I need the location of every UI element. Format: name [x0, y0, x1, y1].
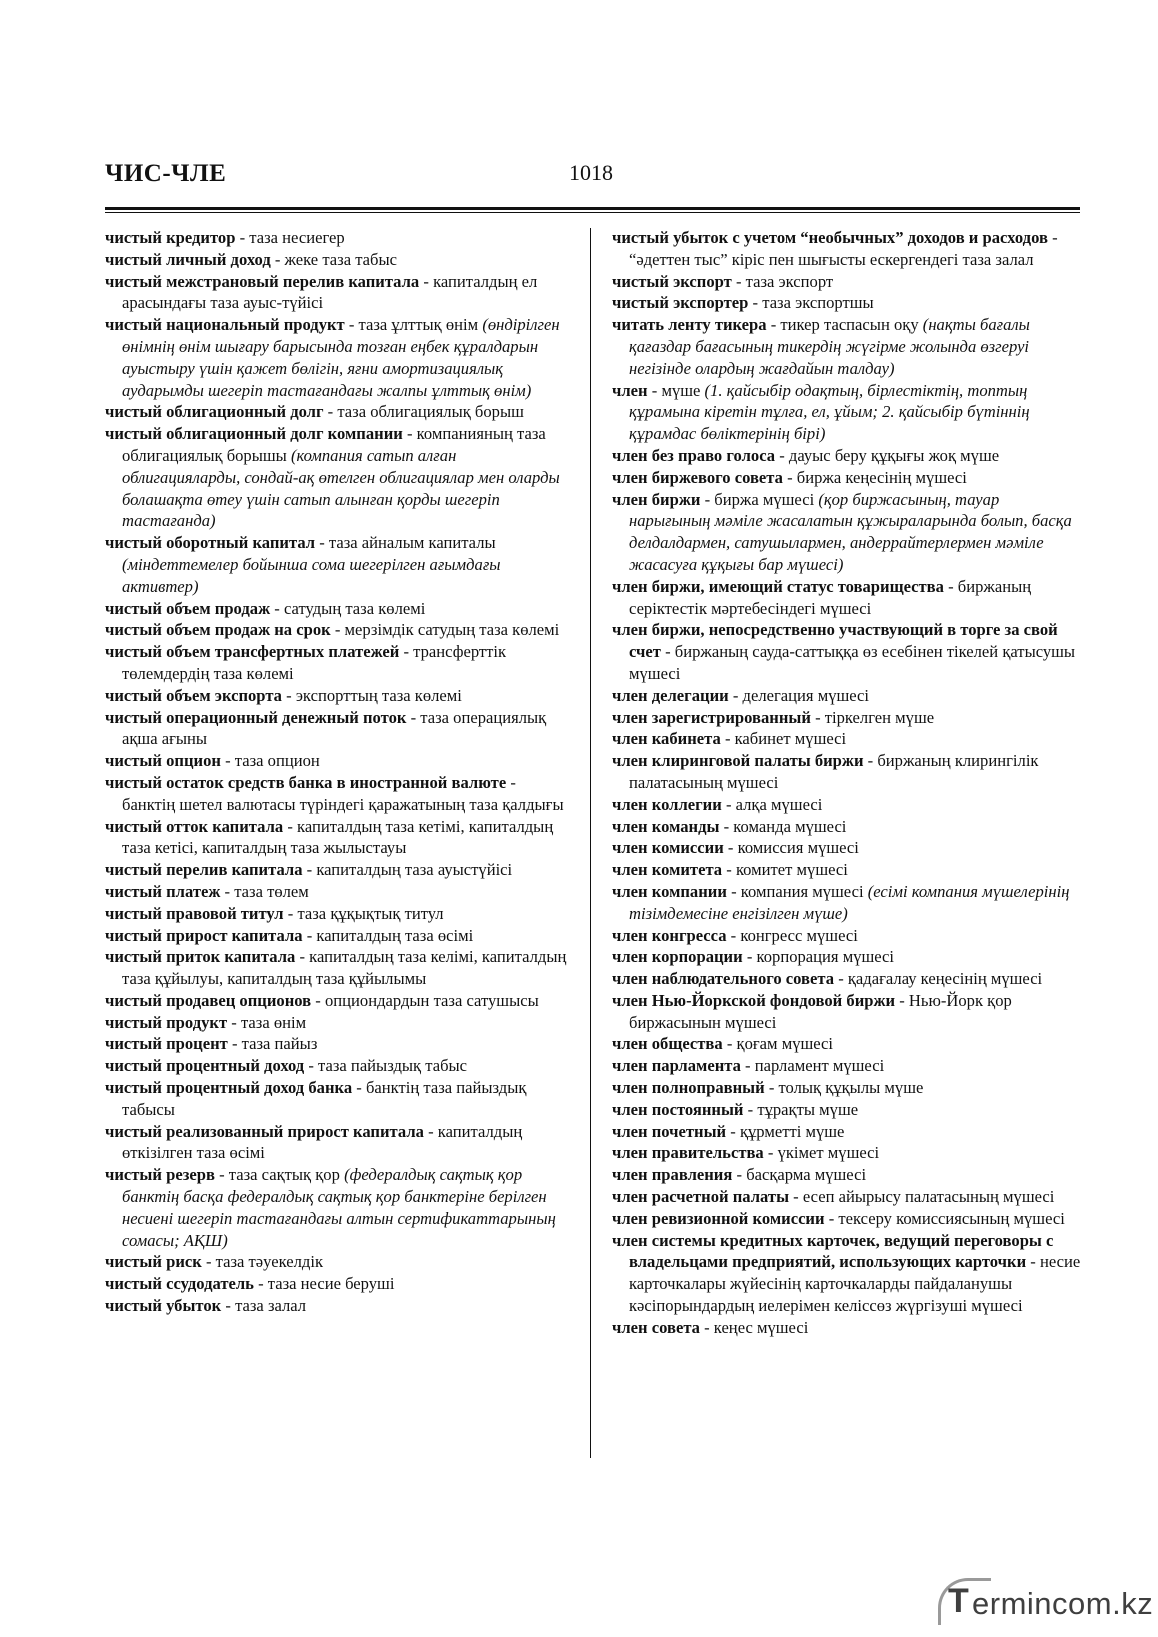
entry-translation: кеңес мүшесі — [713, 1317, 809, 1337]
entry-separator: - — [722, 860, 736, 880]
entry-term: член комитета — [612, 860, 723, 880]
entry-separator: - — [740, 1056, 755, 1076]
entry-term: член компании — [612, 881, 727, 901]
entry-translation: несие карточкалары жүйесінің карточкаларды пайдаланушы кәсіпорындардың иелерімен келіссөз жүргізуші мүшесі — [629, 1252, 1081, 1316]
dictionary-entry — [105, 1012, 571, 1034]
entry-separator: - — [304, 1056, 319, 1076]
dictionary-entry — [612, 445, 1082, 467]
dictionary-entry — [612, 1230, 1082, 1317]
entry-note: (есімі компания мүшелерінің тізімдемесіне енгізілген мүше) — [629, 881, 1070, 923]
entry-separator: - — [419, 271, 434, 291]
entry-term: чистый убыток — [105, 1296, 222, 1316]
entry-separator: - — [720, 729, 735, 749]
dictionary-entry — [105, 1033, 571, 1055]
entry-term: чистый опцион — [105, 751, 221, 771]
entry-term: чистый прирост капитала — [105, 925, 303, 945]
entry-translation: комиссия мүшесі — [737, 838, 859, 858]
entry-translation: биржа кеңесінің мүшесі — [796, 467, 967, 487]
entry-separator: - — [721, 794, 736, 814]
dictionary-entry — [612, 990, 1082, 1034]
dictionary-entry — [612, 816, 1082, 838]
entry-note: (федералдық сақтық қор банктің басқа федералдық сақтық қор банктеріне берілген несиені шегеріп тастағандағы алтын сертификаттарының сомасы; АҚШ) — [122, 1165, 556, 1250]
entry-translation: трансферттік төлемдердің таза көлемі — [122, 642, 507, 683]
entry-translation: таза төлем — [234, 881, 309, 901]
entry-term: член коллегии — [612, 794, 722, 814]
dictionary-entry — [105, 271, 571, 315]
entry-term: чистый межстрановый перелив капитала — [105, 271, 420, 291]
entry-translation: сатудың таза көлемі — [283, 598, 426, 618]
entry-separator: - — [699, 1317, 714, 1337]
entry-note: (қор биржасының, тауар нарығының мәміле жасалатын құжыраларында болып, басқа делдалдармен, сатушылармен, андеррайтерлермен мәміле жасасуға құқығы бар мүшесі) — [629, 489, 1072, 574]
entry-term: чистый продавец опционов — [105, 990, 312, 1010]
entry-translation: жеке таза табыс — [284, 249, 397, 269]
dictionary-entry — [612, 619, 1082, 684]
entry-separator: - — [1047, 228, 1058, 247]
entry-term: чистый перелив капитала — [105, 860, 303, 880]
entry-separator: - — [748, 293, 763, 313]
dictionary-entry — [612, 685, 1082, 707]
entry-separator: - — [834, 969, 848, 989]
entry-term: чистый платеж — [105, 881, 221, 901]
entry-term: член конгресса — [612, 925, 727, 945]
entry-term: член расчетной палаты — [612, 1187, 790, 1207]
dictionary-entry — [612, 1164, 1082, 1186]
entry-term: чистый экспорт — [612, 271, 732, 291]
header-rule-thick — [105, 207, 1080, 210]
column-divider — [590, 228, 591, 1458]
entry-term: член правительства — [612, 1143, 764, 1163]
entry-note: (өндірілген өнімнің өнім шығару барысында тозған еңбек құралдарын ауыстыру үшін қажет бөлігін, яғни амортизациялық аударымды шегеріп тастағандағы жалпы ұлттық өнім) — [122, 315, 560, 400]
entry-translation: корпорация мүшесі — [756, 947, 895, 967]
entry-term: член без право голоса — [612, 445, 776, 465]
entry-separator: - — [283, 903, 298, 923]
entry-separator: - — [227, 1012, 241, 1032]
entry-term: чистый приток капитала — [105, 947, 296, 967]
dictionary-entry — [105, 881, 571, 903]
entry-translation: тексеру комиссиясының мүшесі — [838, 1208, 1065, 1228]
entry-separator: - — [220, 751, 235, 771]
dictionary-entry — [105, 532, 571, 597]
entry-translation: биржаның сауда-саттыққа өз есебінен тікелей қатысушы мүшесі — [629, 642, 1076, 683]
dictionary-entry — [612, 467, 1082, 489]
entry-term: чистый процентный доход — [105, 1056, 305, 1076]
entry-term: чистый остаток средств банка в иностранной валюте — [105, 772, 507, 792]
entry-term: член биржи — [612, 489, 701, 509]
entry-term: член делегации — [612, 685, 729, 705]
entry-separator: - — [399, 642, 414, 662]
entry-note: (компания сатып алған облигацияларды, сондай-ақ өтелген облигациялар мен оларды болашақта өтеу үшін сатып алынған қорды шегеріп тастағанда) — [122, 445, 560, 531]
dictionary-entry — [105, 227, 571, 249]
dictionary-entry — [105, 1295, 571, 1317]
dictionary-entry — [612, 794, 1082, 816]
entry-translation: банктің шетел валютасы түріндегі қаражатының таза қалдығы — [122, 794, 564, 814]
dictionary-entry — [612, 489, 1082, 576]
entry-term: член наблюдательного совета — [612, 969, 835, 989]
dictionary-entry — [105, 750, 571, 772]
dictionary-entry — [105, 925, 571, 947]
dictionary-entry — [612, 271, 1082, 293]
entry-translation: таза өнім — [240, 1012, 307, 1032]
termincom-logo: T ermincom.kz — [948, 1582, 1148, 1622]
entry-translation: кабинет мүшесі — [734, 729, 847, 749]
entry-translation: мүше — [661, 380, 701, 400]
entry-note: (нақты бағалы қағаздар бағасының тикердің жүгірме жолында өзгеруі негізінде олардың жағдайын талдау) — [629, 315, 1030, 378]
entry-translation: таза несиегер — [249, 228, 345, 247]
entry-separator: - — [895, 990, 909, 1010]
entry-note: (1. қайсыбір одақтың, бірлестіктің, топтың құрамына кіретін тұлға, ел, ұйым; 2. қайсыбір бүтіннің құрамдас бөліктерінің бірі) — [629, 380, 1030, 444]
dictionary-entry — [105, 641, 571, 685]
entry-translation: таза айналым капиталы — [328, 533, 496, 553]
entry-term: член кабинета — [612, 729, 721, 749]
dictionary-entry — [612, 707, 1082, 729]
entry-separator: - — [782, 467, 797, 487]
entry-separator: - — [315, 533, 329, 553]
entry-term: член полноправный — [612, 1078, 765, 1098]
entry-translation: Нью-Йорк қор биржасынын мүшесі — [629, 990, 1012, 1032]
dictionary-entry — [612, 1077, 1082, 1099]
entry-translation: биржаның серіктестік мәртебесіндегі мүшесі — [629, 576, 1032, 618]
entry-separator: - — [270, 598, 284, 618]
entry-term: член совета — [612, 1317, 700, 1337]
header-rule-thin — [105, 212, 1080, 213]
dictionary-entry — [105, 1273, 571, 1295]
entry-separator: - — [330, 620, 345, 640]
entry-translation: басқарма мүшесі — [746, 1165, 867, 1185]
entry-separator: - — [311, 990, 325, 1010]
dictionary-entry — [612, 380, 1082, 445]
entry-separator: - — [766, 315, 781, 335]
entry-term: чистый объем продаж — [105, 598, 271, 618]
entry-translation: капиталдың таза ауыстүйісі — [316, 860, 513, 880]
entry-translation: таза экспорт — [745, 271, 834, 291]
entry-term: член зарегистрированный — [612, 707, 811, 727]
entry-term: чистый реализованный прирост капитала — [105, 1121, 424, 1141]
entry-translation: парламент мүшесі — [754, 1056, 885, 1076]
entry-separator: - — [235, 228, 250, 247]
page-header — [105, 160, 1080, 196]
entry-separator: - — [742, 947, 757, 967]
entry-translation: биржаның клирингілік палатасының мүшесі — [629, 751, 1039, 792]
entry-term: член системы кредитных карточек, ведущий переговоры с владельцами предприятий, использующих карточки — [612, 1230, 1054, 1272]
entry-translation: толық құқылы мүше — [778, 1078, 924, 1098]
entry-translation: компания мүшесі — [740, 881, 864, 901]
entry-term: член — [612, 380, 648, 400]
dictionary-entry — [612, 1099, 1082, 1121]
entry-term: член биржи, непосредственно участвующий в торге за свой счет — [612, 620, 1058, 662]
entry-translation: опциондардын таза сатушысы — [324, 990, 539, 1010]
entry-term: чистый экспортер — [612, 293, 749, 313]
entry-term: член постоянный — [612, 1099, 744, 1119]
entry-separator: - — [281, 685, 296, 705]
entry-translation: есеп айырысу палатасының мүшесі — [802, 1187, 1055, 1207]
entry-separator: - — [402, 424, 417, 444]
entry-translation: таза құқықтық титул — [297, 903, 444, 923]
dictionary-entry — [105, 1055, 571, 1077]
entry-term: чистый отток капитала — [105, 816, 284, 836]
entry-term: член Нью-Йоркской фондовой биржи — [612, 990, 896, 1010]
entry-term: член корпорации — [612, 947, 743, 967]
dictionary-entry — [105, 816, 571, 860]
entry-separator: - — [302, 860, 317, 880]
dictionary-entry — [612, 1186, 1082, 1208]
dictionary-entry — [612, 728, 1082, 750]
entry-term: член комиссии — [612, 838, 724, 858]
entry-translation: капиталдың таза өсімі — [316, 925, 474, 945]
dictionary-entry — [612, 576, 1082, 620]
entry-term: чистый объем экспорта — [105, 685, 282, 705]
entry-term: член почетный — [612, 1121, 727, 1141]
dictionary-entry — [612, 946, 1082, 968]
entry-translation: таза опцион — [234, 751, 320, 771]
entry-term: чистый правовой титул — [105, 903, 284, 923]
entry-separator: - — [764, 1078, 779, 1098]
entry-term: член клиринговой палаты биржи — [612, 751, 864, 771]
entry-translation: таза пайыздық табыс — [318, 1056, 468, 1076]
dictionary-entry — [612, 1121, 1082, 1143]
entry-term: чистый ссудодатель — [105, 1274, 254, 1294]
dictionary-entry — [105, 1077, 571, 1121]
entry-separator: - — [775, 445, 789, 465]
dictionary-entry — [612, 1208, 1082, 1230]
entry-translation: биржа мүшесі — [714, 489, 815, 509]
dictionary-entry — [105, 598, 571, 620]
entry-separator: - — [726, 1121, 740, 1141]
entry-translation: таза тәуекелдік — [215, 1252, 324, 1272]
entry-separator: - — [789, 1187, 803, 1207]
entry-translation: қоғам мүшесі — [736, 1034, 834, 1054]
entry-term: член правления — [612, 1165, 733, 1185]
entry-separator: - — [863, 751, 878, 771]
entry-separator: - — [943, 576, 958, 596]
entry-term: чистый облигационный долг компании — [105, 424, 403, 444]
dictionary-entry — [105, 423, 571, 532]
entry-translation: таза облигациялық борыш — [337, 402, 524, 422]
entry-separator: - — [700, 489, 715, 509]
entry-separator: - — [731, 271, 746, 291]
entry-separator: - — [722, 1034, 737, 1054]
entry-translation: тұрақты мүше — [757, 1099, 859, 1119]
entry-translation: таза ұлттық өнім — [358, 315, 479, 335]
dictionary-entry — [105, 685, 571, 707]
dictionary-entry — [105, 1121, 571, 1165]
entry-term: чистый операционный денежный поток — [105, 707, 407, 727]
dictionary-entry — [612, 1033, 1082, 1055]
dictionary-entry — [105, 401, 571, 423]
entry-term: чистый процентный доход банка — [105, 1078, 353, 1098]
dictionary-entry — [612, 1055, 1082, 1077]
entry-separator: - — [283, 816, 298, 836]
entry-term: чистый национальный продукт — [105, 315, 345, 335]
entry-term: чистый резерв — [105, 1165, 215, 1185]
entry-separator: - — [726, 925, 741, 945]
dictionary-entry — [105, 859, 571, 881]
entry-term: чистый продукт — [105, 1012, 228, 1032]
entry-translation: капиталдың таза келімі, капиталдың таза құйылуы, капиталдың таза құйылымы — [122, 947, 567, 989]
left-column — [105, 227, 571, 1317]
entry-translation: капиталдың ел арасындағы таза ауыс-түйісі — [122, 271, 538, 313]
entry-translation: капиталдың өткізілген таза өсімі — [122, 1121, 523, 1163]
dictionary-entry — [612, 881, 1082, 925]
entry-translation: комитет мүшесі — [735, 860, 848, 880]
entry-separator: - — [723, 838, 738, 858]
entry-term: читать ленту тикера — [612, 315, 767, 335]
dictionary-entry — [105, 314, 571, 401]
entry-term: чистый облигационный долг — [105, 402, 324, 422]
entry-term: чистый убыток с учетом “необычных” доходов и расходов — [612, 228, 1048, 247]
entry-separator: - — [1026, 1252, 1040, 1272]
entry-term: член биржи, имеющий статус товарищества — [612, 576, 944, 596]
entry-separator: - — [719, 816, 734, 836]
dictionary-entry — [612, 859, 1082, 881]
entry-translation: команда мүшесі — [733, 816, 847, 836]
entry-separator: - — [660, 642, 675, 662]
page-number: 1018 — [569, 160, 613, 185]
entry-separator: - — [732, 1165, 747, 1185]
entry-term: чистый объем продаж на срок — [105, 620, 331, 640]
entry-translation: конгресс мүшесі — [740, 925, 858, 945]
entry-term: чистый личный доход — [105, 249, 271, 269]
entry-term: член ревизионной комиссии — [612, 1208, 825, 1228]
entry-translation: экспорттың таза көлемі — [295, 685, 462, 705]
entry-translation: таза залал — [235, 1296, 307, 1316]
entry-term: член биржевого совета — [612, 467, 783, 487]
entry-translation: таза сақтық қор — [228, 1165, 340, 1185]
entry-translation: “әдеттен тыс” кіріс пен шығысты ескергендегі таза залал — [629, 249, 1034, 269]
entry-separator: - — [227, 1034, 242, 1054]
right-column — [612, 227, 1082, 1339]
entry-term: чистый риск — [105, 1252, 202, 1272]
entry-separator: - — [423, 1121, 438, 1141]
entry-translation: компанияның таза облигациялық борышы — [122, 424, 546, 465]
dictionary-entry — [105, 990, 571, 1012]
entry-separator: - — [221, 1296, 236, 1316]
dictionary-entry — [612, 292, 1082, 314]
dictionary-entry — [612, 1142, 1082, 1164]
dictionary-entry — [105, 903, 571, 925]
entry-translation: алқа мүшесі — [735, 794, 823, 814]
dictionary-entry — [105, 946, 571, 990]
dictionary-entry — [105, 249, 571, 271]
entry-separator: - — [726, 881, 741, 901]
entry-range-title: ЧИС-ЧЛЕ — [105, 160, 227, 187]
entry-separator: - — [763, 1143, 778, 1163]
entry-translation: құрметті мүше — [739, 1121, 845, 1141]
dictionary-entry — [612, 925, 1082, 947]
entry-translation: тіркелген мүше — [824, 707, 935, 727]
entry-separator: - — [824, 1208, 839, 1228]
entry-separator: - — [743, 1099, 758, 1119]
entry-translation: дауыс беру құқығы жоқ мүше — [788, 445, 1000, 465]
dictionary-entry — [612, 1317, 1082, 1339]
entry-separator: - — [201, 1252, 216, 1272]
entry-translation: қадағалау кеңесінің мүшесі — [847, 969, 1043, 989]
entry-separator: - — [647, 380, 662, 400]
entry-separator: - — [270, 249, 285, 269]
entry-term: чистый кредитор — [105, 228, 236, 247]
entry-separator: - — [406, 707, 421, 727]
entry-separator: - — [323, 402, 338, 422]
entry-term: чистый процент — [105, 1034, 228, 1054]
dictionary-entry — [105, 707, 571, 751]
entry-term: чистый объем трансфертных платежей — [105, 642, 400, 662]
entry-separator: - — [253, 1274, 268, 1294]
entry-translation: таза несие беруші — [267, 1274, 395, 1294]
dictionary-entry — [612, 314, 1082, 379]
entry-separator: - — [302, 925, 317, 945]
dictionary-entry — [105, 1164, 571, 1251]
entry-separator: - — [220, 881, 235, 901]
entry-separator: - — [810, 707, 825, 727]
entry-note: (міндеттемелер бойынша сома шегерілген ағымдағы активтер) — [122, 554, 501, 596]
entry-separator: - — [728, 685, 743, 705]
entry-translation: таза пайыз — [241, 1034, 318, 1054]
dictionary-entry — [612, 227, 1082, 271]
entry-translation: таза экспортшы — [762, 293, 874, 313]
entry-translation: тикер таспасын оқу — [780, 315, 919, 335]
dictionary-entry — [105, 1251, 571, 1273]
entry-separator: - — [344, 315, 359, 335]
entry-term: чистый оборотный капитал — [105, 533, 316, 553]
entry-translation: мерзімдік сатудың таза көлемі — [344, 620, 560, 640]
entry-term: член общества — [612, 1034, 723, 1054]
entry-translation: таза операциялық ақша ағыны — [122, 707, 547, 749]
entry-separator: - — [295, 947, 310, 967]
entry-translation: үкімет мүшесі — [777, 1143, 880, 1163]
dictionary-entry — [612, 837, 1082, 859]
entry-separator: - — [214, 1165, 229, 1185]
dictionary-entry — [105, 772, 571, 816]
dictionary-entry — [612, 750, 1082, 794]
entry-separator: - — [352, 1078, 366, 1098]
entry-term: член парламента — [612, 1056, 741, 1076]
entry-translation: делегация мүшесі — [742, 685, 870, 705]
dictionary-entry — [105, 619, 571, 641]
entry-term: член команды — [612, 816, 720, 836]
entry-translation: банктің таза пайыздық табысы — [122, 1078, 527, 1119]
entry-separator: - — [506, 772, 516, 792]
dictionary-entry — [612, 968, 1082, 990]
entry-translation: капиталдың таза кетімі, капиталдың таза кетісі, капиталдың таза жылыстауы — [122, 816, 554, 858]
